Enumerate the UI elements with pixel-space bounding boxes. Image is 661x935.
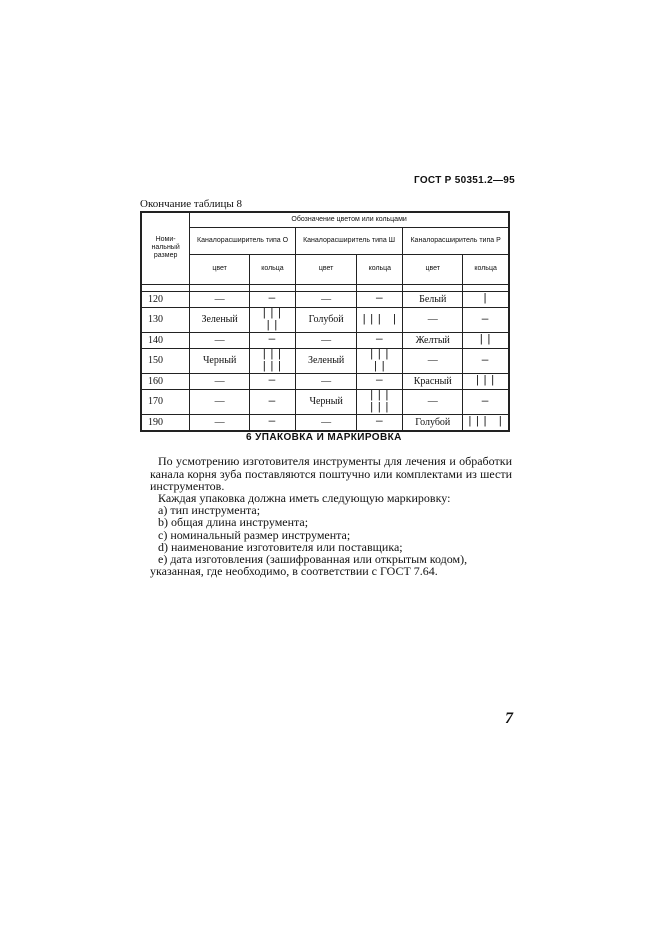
rings-cell: — <box>357 414 403 431</box>
marking-line: указанная, где необходимо, в соответствии с ГОСТ 7.64. <box>150 564 438 579</box>
rings-cell: ||| ||| <box>357 389 403 414</box>
table-row <box>141 307 509 332</box>
color-cell: — <box>190 414 250 431</box>
size-cell: 170 <box>141 389 190 414</box>
marking-line: b) общая длина инструмента; <box>158 515 309 530</box>
document-code: ГОСТ Р 50351.2—95 <box>414 175 515 186</box>
group-header: Обозначение цветом или кольцами <box>190 212 509 227</box>
color-cell: — <box>403 307 463 332</box>
rings-cell: — <box>357 373 403 389</box>
color-cell: — <box>295 373 357 389</box>
color-cell: Зеленый <box>190 307 250 332</box>
subcol-header: цвет <box>190 254 250 284</box>
size-cell: 140 <box>141 332 190 348</box>
color-cell: — <box>295 332 357 348</box>
size-cell: 120 <box>141 291 190 307</box>
page-number: 7 <box>505 710 513 727</box>
color-cell: — <box>295 414 357 431</box>
table-row <box>141 291 509 307</box>
size-cell: 160 <box>141 373 190 389</box>
color-cell: — <box>190 332 250 348</box>
rings-cell: — <box>463 348 509 373</box>
table-row <box>141 348 509 373</box>
rings-cell: — <box>463 307 509 332</box>
color-cell: Голубой <box>403 414 463 431</box>
subcol-header: цвет <box>295 254 357 284</box>
type-header-r: Каналорасширитель типа Р <box>403 227 509 254</box>
rings-cell: ||| || <box>357 348 403 373</box>
rings-cell: — <box>463 389 509 414</box>
table-row <box>141 373 509 389</box>
marking-line: Каждая упаковка должна иметь следующую маркировку: <box>158 491 451 505</box>
rings-cell: || <box>463 332 509 348</box>
rings-cell: — <box>250 389 296 414</box>
rings-cell: ||| || <box>250 307 296 332</box>
table-row <box>141 389 509 414</box>
color-cell: — <box>190 373 250 389</box>
size-cell: 130 <box>141 307 190 332</box>
color-cell: — <box>190 291 250 307</box>
subcol-header: кольца <box>250 254 296 284</box>
color-cell: — <box>403 389 463 414</box>
rings-cell: — <box>357 291 403 307</box>
table-row <box>141 332 509 348</box>
size-cell: 190 <box>141 414 190 431</box>
color-cell: Желтый <box>403 332 463 348</box>
col-size-header: Номи- нальный размер <box>141 212 190 284</box>
marking-line: с) номинальный размер инструмента; <box>158 527 351 542</box>
color-cell: — <box>295 291 357 307</box>
marking-line: а) тип инструмента; <box>158 503 261 518</box>
section-title: 6 УПАКОВКА И МАРКИРОВКА <box>246 432 402 443</box>
subcol-header: кольца <box>357 254 403 284</box>
color-cell: Белый <box>403 291 463 307</box>
color-cell: Красный <box>403 373 463 389</box>
subcol-header: цвет <box>403 254 463 284</box>
type-header-o: Каналорасширитель типа О <box>190 227 296 254</box>
table-row <box>141 414 509 431</box>
marking-line: d) наименование изготовителя или поставщика; <box>158 539 403 554</box>
rings-cell: — <box>250 414 296 431</box>
marking-list <box>150 492 512 577</box>
rings-cell: ||| ||| <box>250 348 296 373</box>
rings-cell: — <box>250 291 296 307</box>
rings-cell: ||| | <box>357 307 403 332</box>
color-cell: Черный <box>190 348 250 373</box>
rings-cell: — <box>357 332 403 348</box>
rings-cell: ||| <box>463 373 509 389</box>
color-cell: Голубой <box>295 307 357 332</box>
color-cell: — <box>190 389 250 414</box>
subcol-header: кольца <box>463 254 509 284</box>
rings-cell: ||| | <box>463 414 509 431</box>
size-cell: 150 <box>141 348 190 373</box>
marking-line: е) дата изготовления (зашифрованная или открытым кодом), <box>158 551 468 566</box>
rings-cell: — <box>250 332 296 348</box>
color-ring-table <box>140 211 510 432</box>
rings-cell: — <box>250 373 296 389</box>
color-cell: Зеленый <box>295 348 357 373</box>
rings-cell: | <box>463 291 509 307</box>
table-caption: Окончание таблицы 8 <box>140 198 242 210</box>
type-header-sh: Каналорасширитель типа Ш <box>295 227 402 254</box>
paragraph-packaging: По усмотрению изготовителя инструменты для лечения и обработки канала корня зуба поставляются поштучно или комплектами из шести инструментов. <box>150 454 512 493</box>
color-cell: — <box>403 348 463 373</box>
color-cell: Черный <box>295 389 357 414</box>
